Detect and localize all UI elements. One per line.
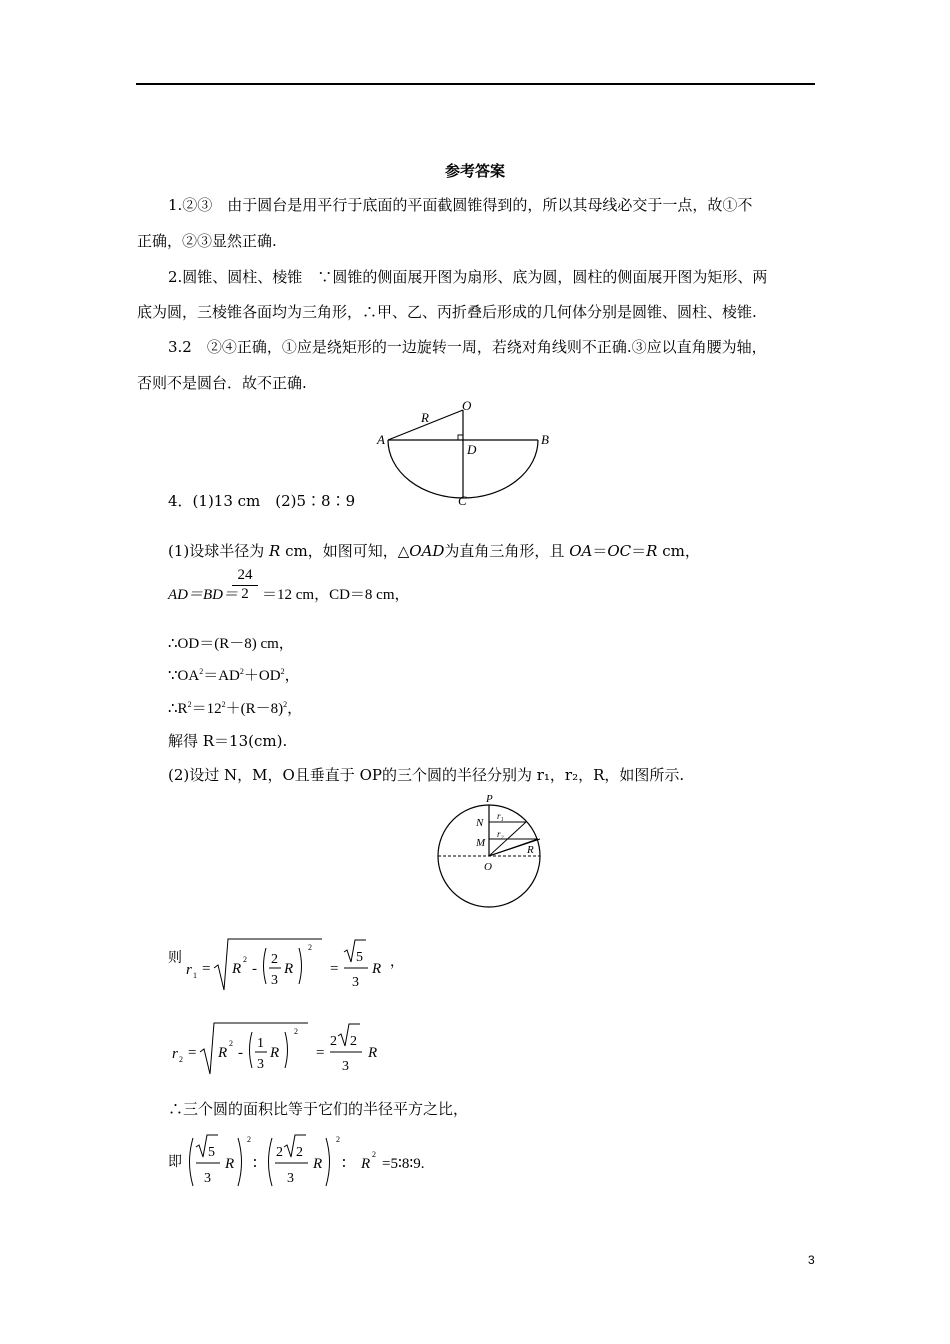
label-O: O — [462, 398, 472, 413]
svg-text:2: 2 — [229, 1039, 233, 1048]
formula-r1 — [168, 936, 408, 996]
svg-text:5: 5 — [208, 1145, 215, 1160]
svg-text:R: R — [313, 1156, 323, 1172]
figure-sphere-section — [432, 790, 552, 914]
answer-2-line-1: 2.圆锥、圆柱、棱锥 ∵圆锥的侧面展开图为扇形、底为圆，圆柱的侧面展开图为矩形、两 — [168, 268, 768, 286]
svg-text:即: 即 — [168, 1155, 182, 1170]
svg-text:R: R — [225, 1156, 235, 1172]
svg-text:R: R — [368, 1045, 378, 1061]
svg-text:R: R — [372, 961, 382, 977]
svg-text:r: r — [186, 962, 192, 978]
svg-text:1: 1 — [193, 971, 197, 980]
answer-1-line-2: 正确，②③显然正确. — [137, 232, 277, 250]
formula-r2 — [168, 1020, 408, 1080]
svg-text:R: R — [361, 1156, 371, 1172]
svg-text:2: 2 — [179, 1055, 183, 1064]
label-r1: r₁ — [497, 811, 504, 821]
header-rule — [136, 83, 815, 85]
label-P: P — [486, 793, 493, 805]
svg-text:3: 3 — [271, 973, 278, 988]
formula-ratio — [168, 1130, 468, 1192]
svg-text:R: R — [218, 1045, 228, 1061]
solution-2-line-1: (2)设过 N，M，O且垂直于 OP的三个圆的半径分别为 r₁，r₂，R，如图所示. — [168, 766, 685, 784]
solution-1-line-6: 解得 R＝13(cm). — [168, 732, 288, 750]
section-title: 参考答案 — [444, 162, 505, 180]
label-C: C — [458, 493, 467, 508]
svg-text:，: ， — [390, 955, 404, 970]
page-number: 3 — [808, 1253, 815, 1267]
svg-text:则: 则 — [168, 951, 182, 966]
label-O2: O — [484, 861, 492, 873]
solution-1-line-5: $\therefore R^2=12^2+(R-8)^2$， — [168, 700, 303, 717]
svg-text:2: 2 — [276, 1145, 283, 1160]
svg-text:=5∶8∶9.: =5∶8∶9. — [382, 1156, 425, 1172]
answer-3-line-2: 否则不是圆台．故不正确. — [137, 374, 307, 392]
label-R2: R — [527, 844, 534, 856]
svg-text:=: = — [188, 1045, 197, 1061]
svg-text:R: R — [284, 961, 294, 977]
svg-text:3: 3 — [204, 1171, 211, 1186]
svg-text:∶: ∶ — [253, 1156, 257, 1172]
svg-text:=: = — [202, 961, 211, 977]
svg-text:5: 5 — [356, 950, 363, 965]
svg-text:2: 2 — [336, 1135, 340, 1144]
svg-text:-: - — [238, 1045, 243, 1061]
answer-3-line-1: 3.2 ②④正确，①应是绕矩形的一边旋转一周，若绕对角线则不正确.③应以直角腰为轴， — [168, 338, 767, 356]
label-N: N — [476, 817, 484, 829]
svg-text:2: 2 — [271, 952, 278, 967]
svg-text:1: 1 — [257, 1036, 264, 1051]
svg-text:r: r — [172, 1046, 178, 1062]
label-A: A — [377, 432, 385, 447]
answer-2-line-2: 底为圆，三棱锥各面均为三角形，∴甲、乙、丙折叠后形成的几何体分别是圆锥、圆柱、棱锥. — [137, 303, 757, 321]
svg-text:R: R — [232, 961, 242, 977]
svg-text:2: 2 — [372, 1150, 376, 1159]
svg-text:=: = — [316, 1045, 325, 1061]
svg-text:∶: ∶ — [342, 1156, 346, 1172]
solution-1-line-2-rhs: ＝12 cm，CD＝8 cm， — [262, 587, 410, 603]
svg-text:2: 2 — [296, 1145, 303, 1160]
label-R: R — [421, 410, 429, 425]
fraction-24-over-2: 24 2 — [232, 567, 258, 603]
solution-1-line-2: AD＝BD＝ — [168, 587, 238, 603]
svg-text:3: 3 — [352, 975, 359, 990]
label-r2: r₂ — [497, 829, 504, 839]
svg-text:3: 3 — [287, 1171, 294, 1186]
svg-text:2: 2 — [294, 1027, 298, 1036]
therefore-line: ∴三个圆的面积比等于它们的半径平方之比， — [168, 1100, 469, 1118]
svg-text:=: = — [330, 961, 339, 977]
answer-1-line-1: 1.②③ 由于圆台是用平行于底面的平面截圆锥得到的，所以其母线必交于一点，故①不 — [168, 196, 753, 214]
svg-text:3: 3 — [342, 1059, 349, 1074]
svg-text:2: 2 — [330, 1034, 337, 1049]
label-D: D — [467, 442, 477, 457]
solution-1-line-4: $\because OA^2=AD^2+OD^2$， — [168, 667, 300, 684]
figure-semicircle-chord — [370, 398, 560, 510]
svg-text:2: 2 — [247, 1135, 251, 1144]
svg-text:R: R — [270, 1045, 280, 1061]
svg-text:3: 3 — [257, 1057, 264, 1072]
solution-1-line-1: (1)设球半径为 R cm，如图可知，△OAD为直角三角形，且 OA＝OC＝R cm， — [168, 542, 700, 560]
svg-text:2: 2 — [243, 955, 247, 964]
svg-text:-: - — [252, 961, 257, 977]
svg-text:2: 2 — [308, 943, 312, 952]
solution-1-line-3: ∴OD＝(R－8) cm， — [168, 636, 294, 652]
svg-text:2: 2 — [350, 1034, 357, 1049]
label-B: B — [541, 432, 549, 447]
label-M: M — [476, 837, 486, 849]
answer-4-heading: 4．(1)13 cm (2)5∶8∶9 — [168, 492, 356, 510]
